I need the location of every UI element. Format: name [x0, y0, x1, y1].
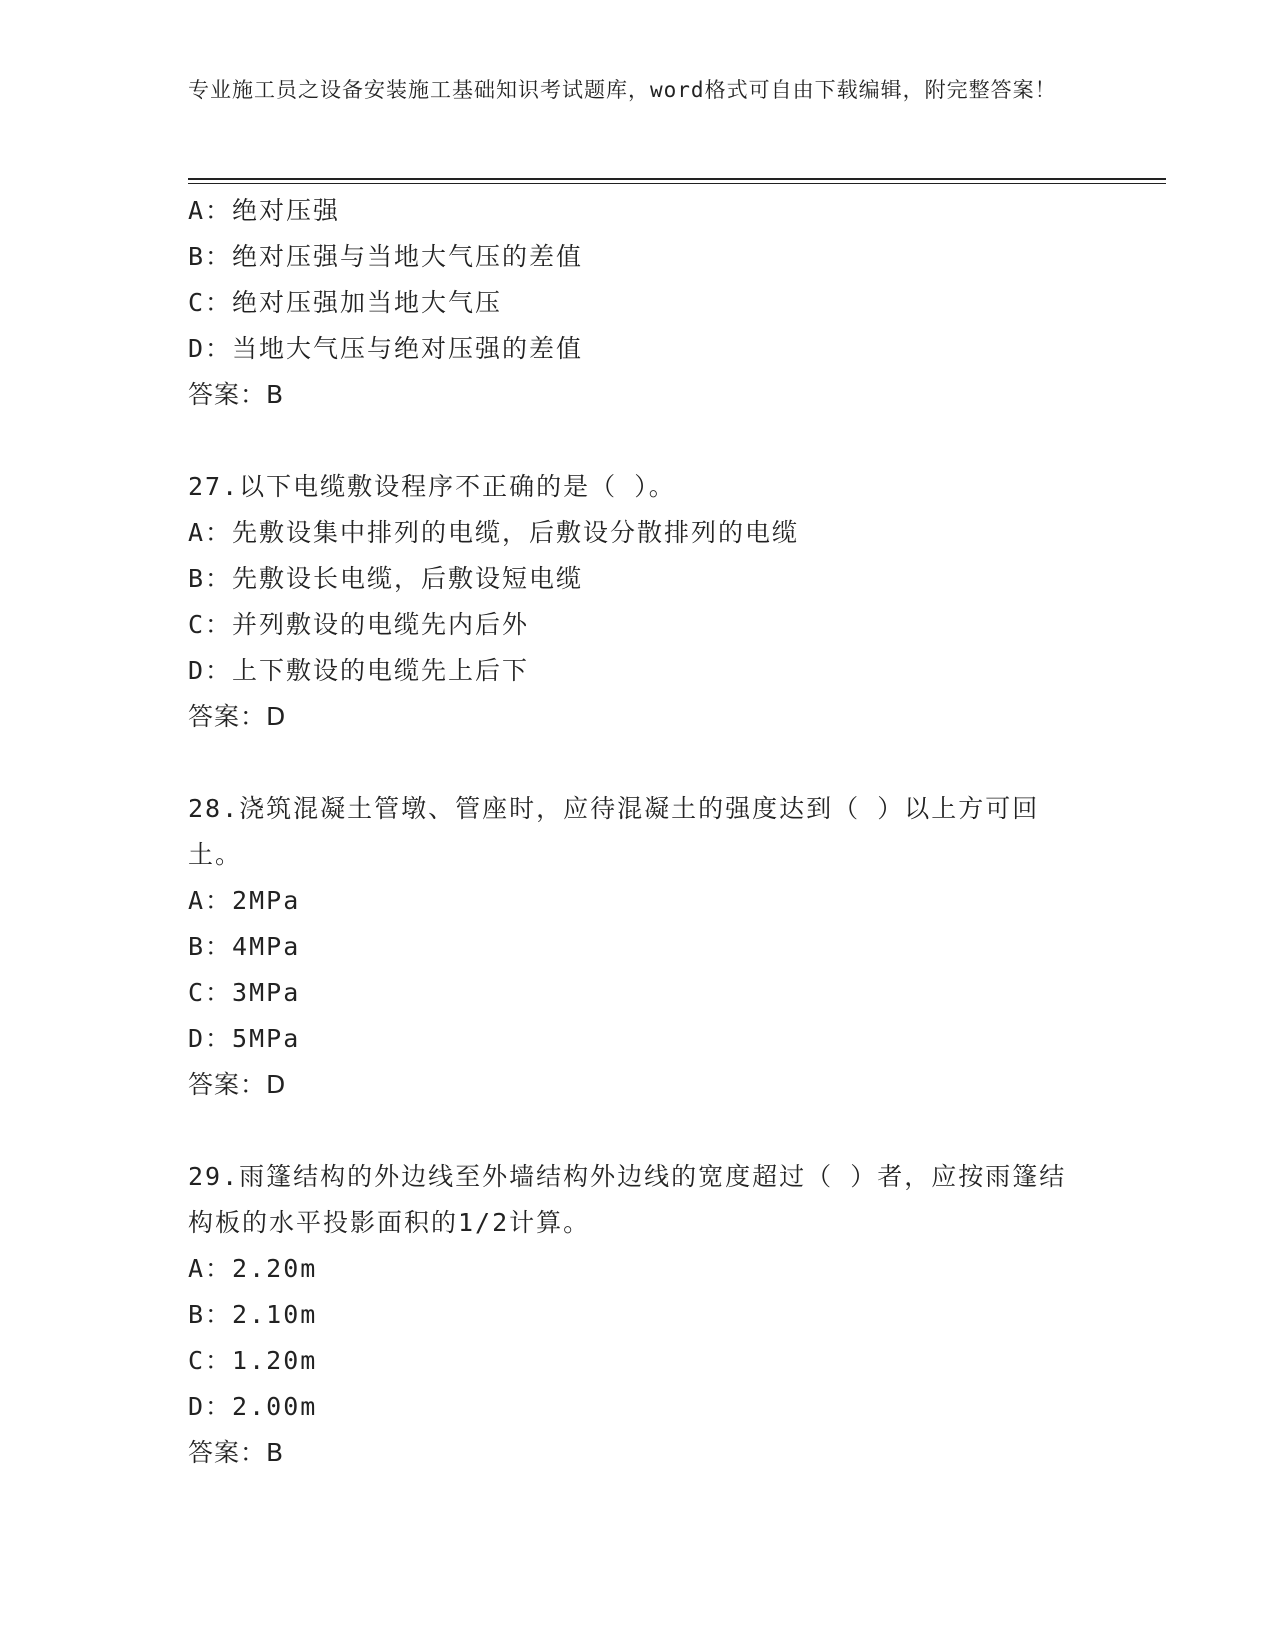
option-c: C：并列敷设的电缆先内后外	[188, 610, 530, 639]
option-c: C：3MPa	[188, 978, 301, 1007]
answer-line: 答案：D	[188, 702, 287, 731]
answer-line: 答案：B	[188, 380, 285, 409]
option-d: D：2.00m	[188, 1392, 318, 1421]
option-c: C：1.20m	[188, 1346, 318, 1375]
question-text: 29.雨篷结构的外边线至外墙结构外边线的宽度超过（ ）者，应按雨篷结构板的水平投影面积的1/2计算。	[188, 1162, 1067, 1237]
option-a: A：2.20m	[188, 1254, 318, 1283]
option-d: D：上下敷设的电缆先上后下	[188, 656, 530, 685]
document-header: 专业施工员之设备安装施工基础知识考试题库，word格式可自由下载编辑，附完整答案！	[188, 78, 1057, 102]
question-text: 27.以下电缆敷设程序不正确的是（ ）。	[188, 472, 676, 501]
option-a: A：绝对压强	[188, 196, 341, 225]
spacer	[188, 740, 1088, 786]
option-a: A：2MPa	[188, 886, 301, 915]
option-a: A：先敷设集中排列的电缆，后敷设分散排列的电缆	[188, 518, 800, 547]
question-29	[188, 1154, 1088, 1476]
answer-line: 答案：B	[188, 1438, 285, 1467]
option-d: D：5MPa	[188, 1024, 301, 1053]
option-c: C：绝对压强加当地大气压	[188, 288, 503, 317]
answer-line: 答案：D	[188, 1070, 287, 1099]
question-26-continued	[188, 188, 1088, 418]
spacer	[188, 418, 1088, 464]
question-28	[188, 786, 1088, 1108]
header-divider-thin	[188, 183, 1166, 184]
question-27	[188, 464, 1088, 740]
question-list	[188, 188, 1088, 1476]
spacer	[188, 1108, 1088, 1154]
question-text: 28.浇筑混凝土管墩、管座时，应待混凝土的强度达到（ ）以上方可回土。	[188, 794, 1040, 869]
header-divider-thick	[188, 178, 1166, 180]
option-d: D：当地大气压与绝对压强的差值	[188, 334, 584, 363]
option-b: B：绝对压强与当地大气压的差值	[188, 242, 584, 271]
option-b: B：2.10m	[188, 1300, 318, 1329]
option-b: B：先敷设长电缆，后敷设短电缆	[188, 564, 584, 593]
option-b: B：4MPa	[188, 932, 301, 961]
